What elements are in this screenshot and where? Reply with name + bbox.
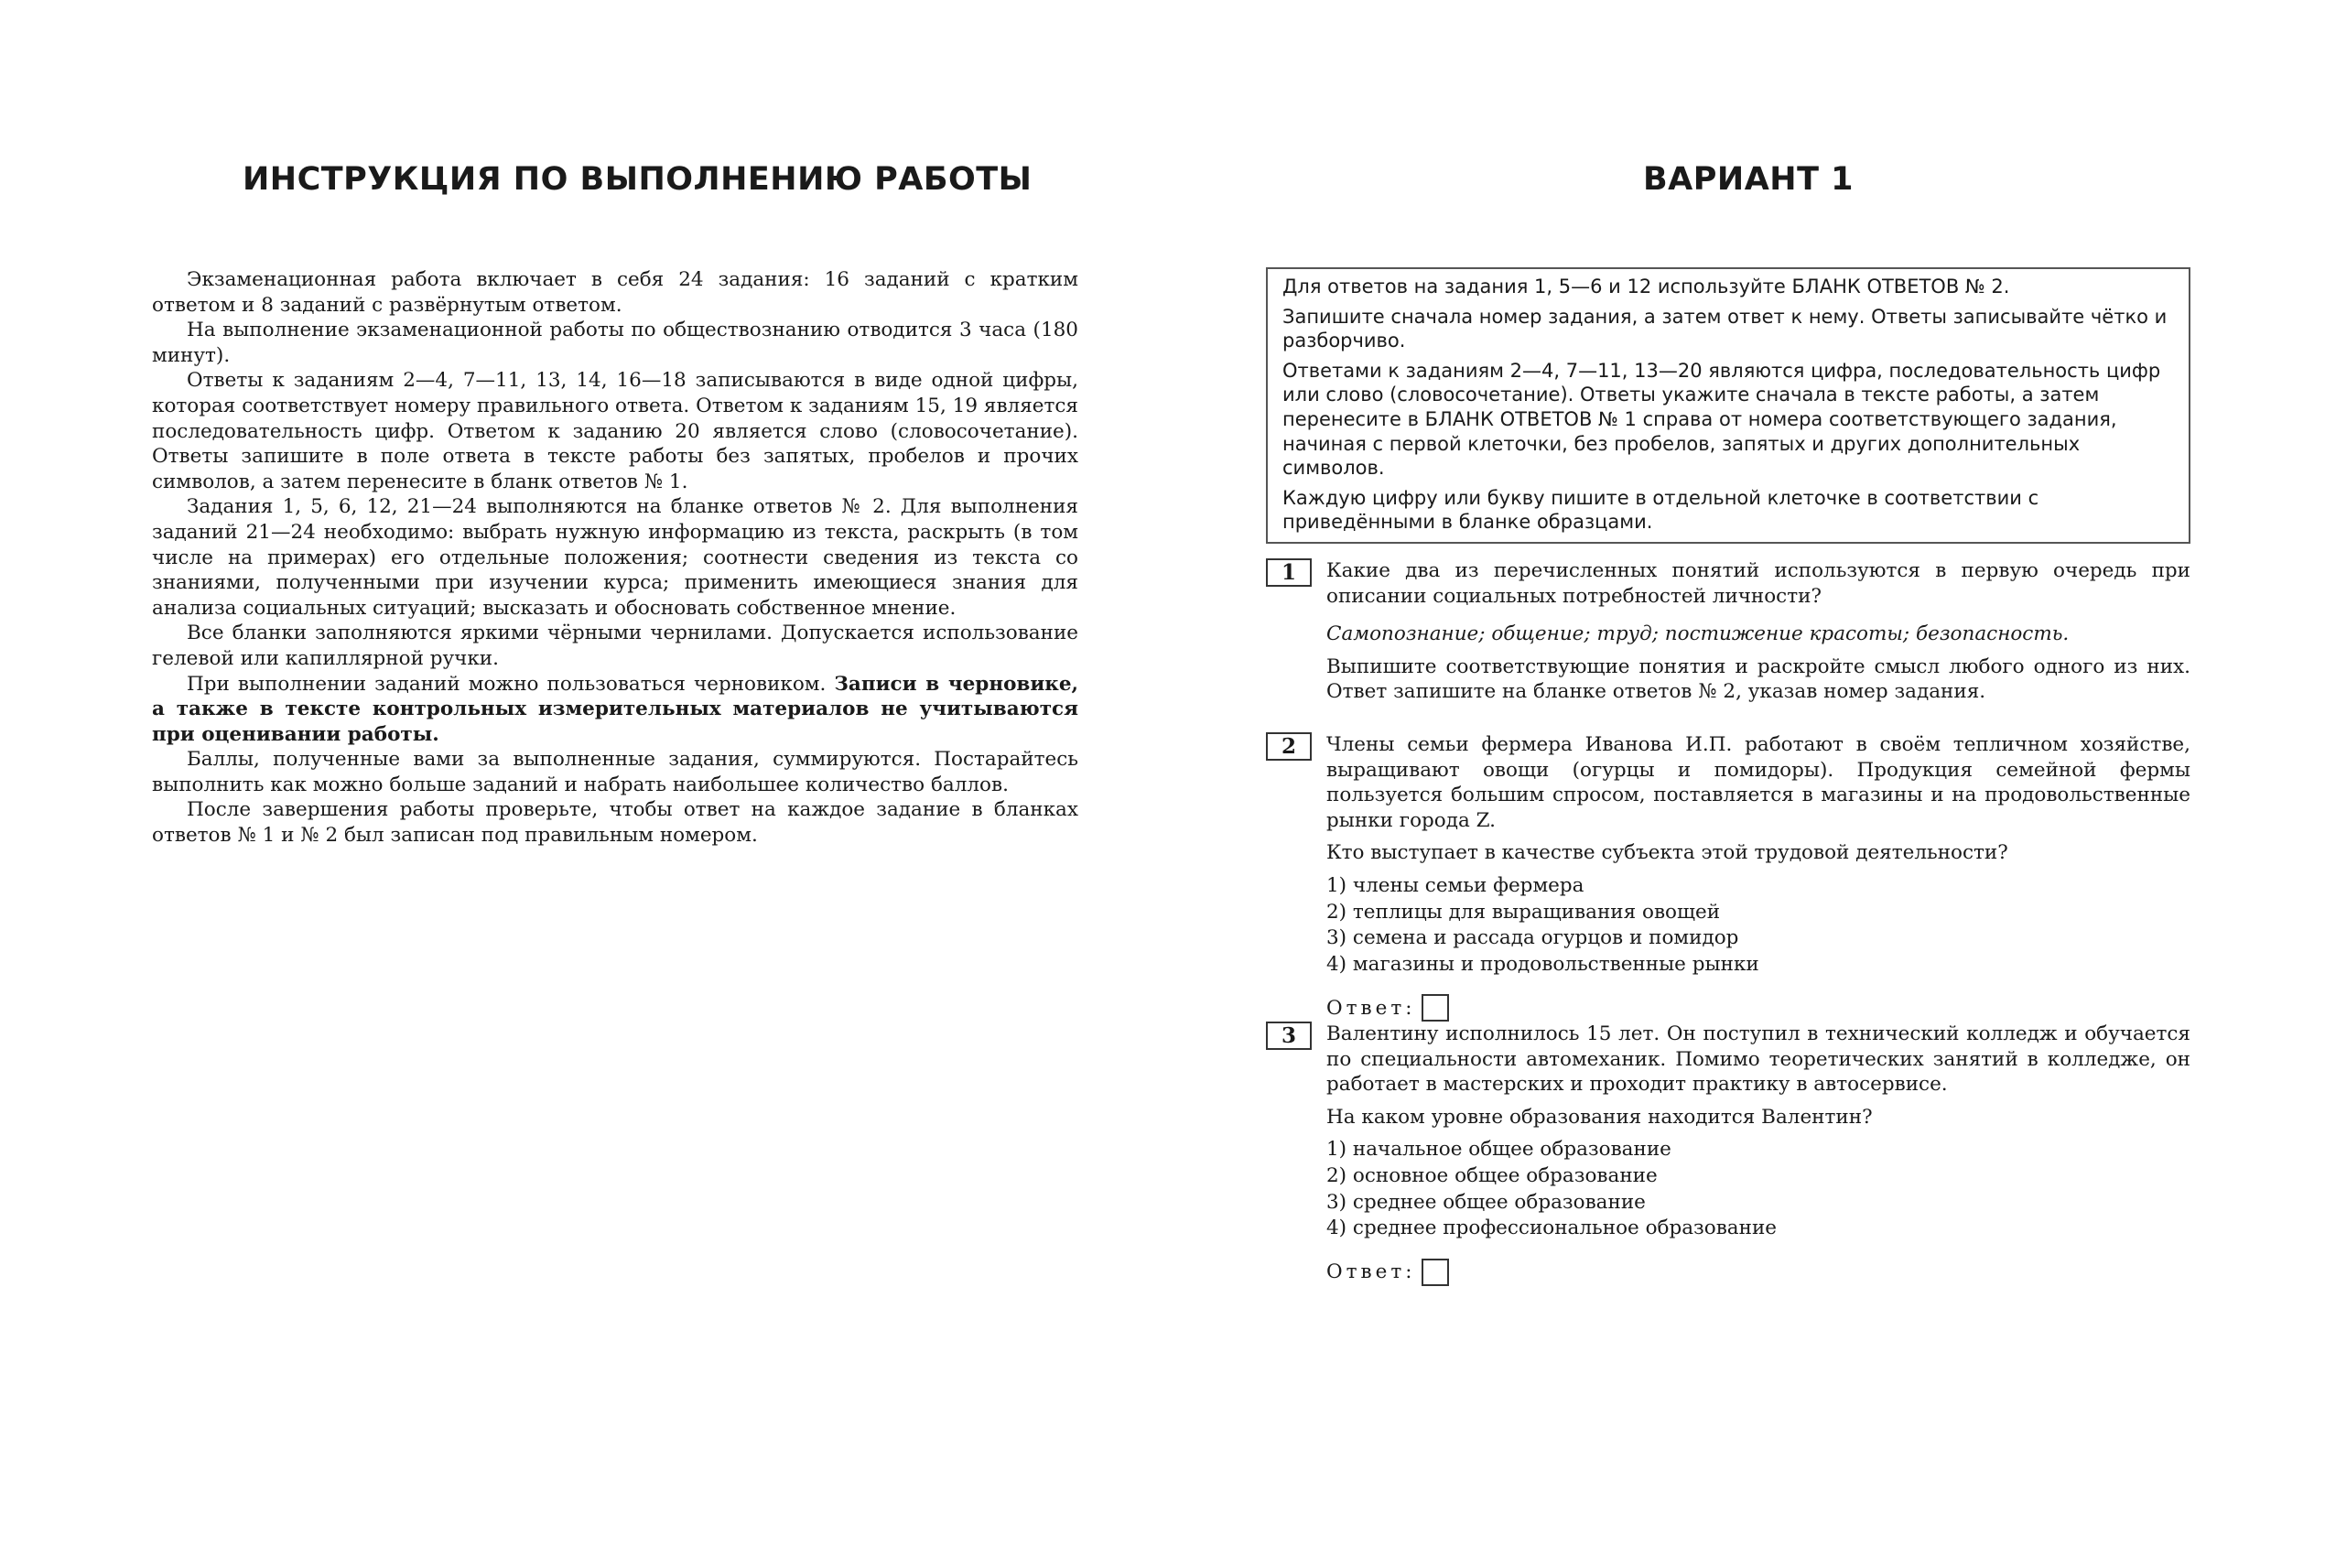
option-item: 3) среднее общее образование: [1326, 1190, 1646, 1214]
task-1: [1266, 558, 2190, 712]
task-number-badge: 1: [1266, 558, 1312, 587]
option-item: 2) теплицы для выращивания овощей: [1326, 900, 1721, 924]
option-item: 4) среднее профессиональное образование: [1326, 1217, 1778, 1240]
instructions-paragraph: После завершения работы проверьте, чтобы ответ на каждое задание в бланках ответов № 1 и № 2 был записан под правильным номером.: [152, 798, 1078, 848]
task-text: Члены семьи фермера Иванова И.П. работают в своём тепличном хозяйстве, выращивают овощи (огурцы и помидоры). Продукция семейной фермы пользуется большим спросом, поставляется в магазины и на продовольственные рынки города Z.: [1326, 733, 2190, 832]
task-concepts: Самопознание; общение; труд; постижение красоты; безопасность.: [1326, 622, 2070, 646]
task-number-badge: 3: [1266, 1022, 1312, 1050]
answer-row: [1326, 1259, 2190, 1286]
options-list: [1326, 1137, 2190, 1241]
info-line: Каждую цифру или букву пишите в отдельной клеточке в соответствии с приведёнными в бланке образцами.: [1282, 486, 2039, 534]
answer-box[interactable]: [1422, 1259, 1449, 1286]
task-text: Валентину исполнилось 15 лет. Он поступил в технический колледж и обучается по специальности автомеханик. Помимо теоретических занятий в колледже, он работает в мастерских и проходит практику в автосервисе.: [1326, 1022, 2190, 1097]
instructions-paragraph: Все бланки заполняются яркими чёрными чернилами. Допускается использование гелевой или капиллярной ручки.: [152, 622, 1078, 670]
info-line: Запишите сначала номер задания, а затем ответ к нему. Ответы записывайте чётко и разборчиво.: [1282, 305, 2168, 352]
draft-bold-text: Записи в черновике, а также в тексте контрольных измерительных материалов не учитываются при оценивании работы.: [152, 672, 1078, 746]
instructions-paragraph: Ответы к заданиям 2—4, 7—11, 13, 14, 16—18 записываются в виде одной цифры, которая соответствует номеру правильного ответа. Ответом к заданиям 15, 19 является последовательность цифр. Ответом к заданию 20 является слово (словосочетание). Ответы запишите в поле ответа в тексте работы без запятых, пробелов и прочих символов, а затем перенесите в бланк ответов № 1.: [152, 369, 1078, 493]
task-question: Кто выступает в качестве субъекта этой трудовой деятельности?: [1326, 841, 2008, 865]
info-line: Ответами к заданиям 2—4, 7—11, 13—20 являются цифра, последовательность цифр или слово (словосочетание). Ответы укажите сначала в тексте работы, а затем перенесите в БЛАНК ОТВЕТОВ № 1 справа от номера соответствующего задания, начиная с первой клеточки, без пробелов, запятых и других дополнительных символов.: [1282, 359, 2161, 480]
option-item: 3) семена и рассада огурцов и помидор: [1326, 926, 1739, 950]
option-item: 2) основное общее образование: [1326, 1163, 1658, 1187]
info-line: Для ответов на задания 1, 5—6 и 12 используйте БЛАНК ОТВЕТОВ № 2.: [1282, 276, 2010, 297]
instructions-paragraph: Задания 1, 5, 6, 12, 21—24 выполняются на бланке ответов № 2. Для выполнения заданий 21—24 необходимо: выбрать нужную информацию из текста, раскрыть (в том числе на примерах) его отдельные положения; соотнести сведения из текста со знаниями, полученными при изучении курса; применить имеющиеся знания для анализа социальных ситуаций; высказать и обосновать собственное мнение.: [152, 495, 1078, 620]
draft-paragraph: [152, 672, 1078, 748]
left-page: [0, 0, 1162, 1568]
task-number-badge: 2: [1266, 732, 1312, 761]
draft-plain-text: При выполнении заданий можно пользоваться черновиком.: [187, 672, 835, 696]
answer-label: Ответ:: [1326, 996, 1416, 1020]
instructions-paragraph: Экзаменационная работа включает в себя 24 задания: 16 заданий с кратким ответом и 8 заданий с развёрнутым ответом.: [152, 268, 1078, 317]
task-2: [1266, 732, 2190, 1022]
options-list: [1326, 873, 2190, 978]
answer-instructions-box: [1266, 267, 2190, 544]
option-item: 1) члены семьи фермера: [1326, 873, 1584, 897]
answer-box[interactable]: [1422, 994, 1449, 1022]
task-instruction: Выпишите соответствующие понятия и раскройте смысл любого одного из них. Ответ запишите на бланке ответов № 2, указав номер задания.: [1326, 654, 2190, 704]
right-page: [1162, 0, 2325, 1568]
instructions-paragraph: На выполнение экзаменационной работы по обществознанию отводится 3 часа (180 минут).: [152, 319, 1078, 367]
instructions-heading: ИНСТРУКЦИЯ ПО ВЫПОЛНЕНИЮ РАБОТЫ: [243, 161, 1033, 198]
answer-row: [1326, 994, 2190, 1022]
task-3: [1266, 1022, 2190, 1286]
answer-label: Ответ:: [1326, 1260, 1416, 1283]
task-question: На каком уровне образования находится Валентин?: [1326, 1105, 1873, 1129]
instructions-text: [152, 267, 1078, 849]
option-item: 1) начальное общее образование: [1326, 1138, 1671, 1162]
instructions-paragraph: Баллы, полученные вами за выполненные задания, суммируются. Постарайтесь выполнить как можно больше заданий и набрать наибольшее количество баллов.: [152, 748, 1078, 796]
task-question: Какие два из перечисленных понятий используются в первую очередь при описании социальных потребностей личности?: [1326, 559, 2190, 608]
variant-heading: ВАРИАНТ 1: [1643, 161, 1855, 198]
option-item: 4) магазины и продовольственные рынки: [1326, 952, 1759, 976]
